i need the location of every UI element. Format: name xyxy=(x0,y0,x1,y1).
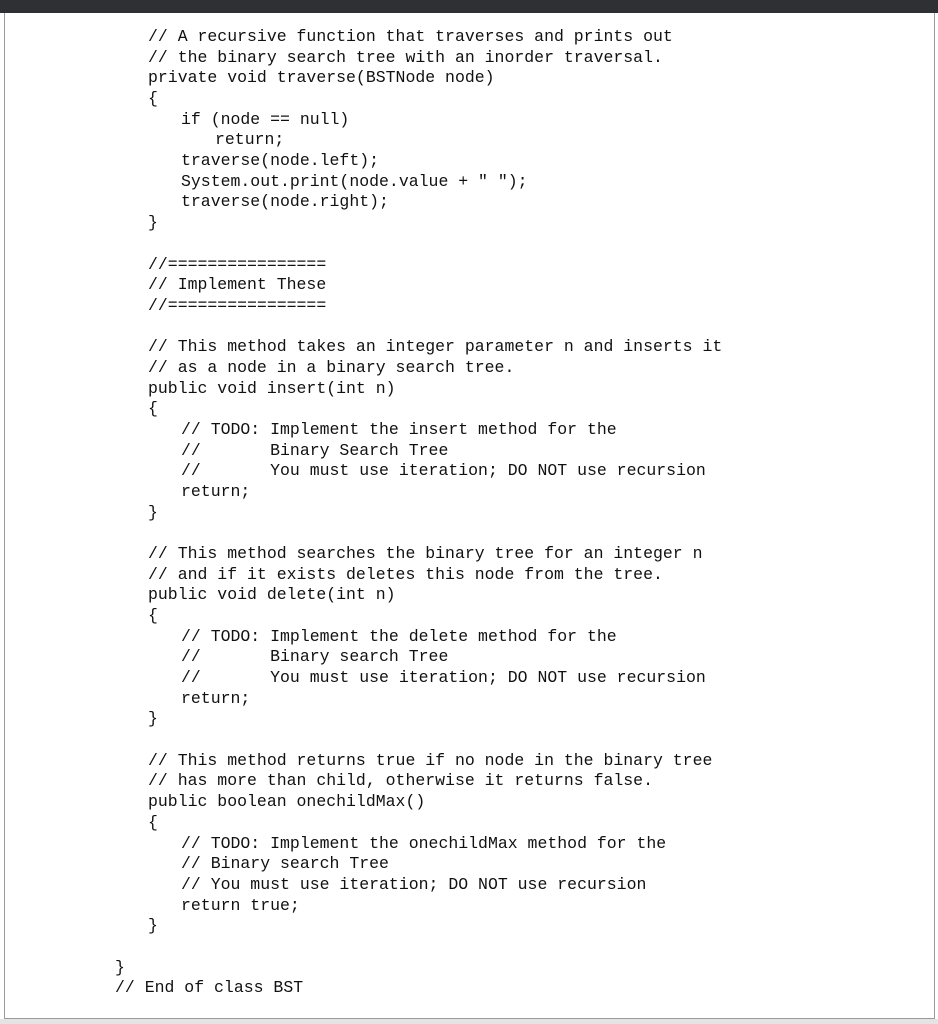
code-line: // This method takes an integer parameter n and inserts it xyxy=(148,337,723,356)
code-line: // You must use iteration; DO NOT use recursion xyxy=(181,875,647,894)
code-line: // has more than child, otherwise it returns false. xyxy=(148,771,653,790)
code-line: { xyxy=(148,399,158,418)
code-line: // You must use iteration; DO NOT use recursion xyxy=(181,461,706,480)
code-line: // You must use iteration; DO NOT use recursion xyxy=(181,668,706,687)
code-line: return; xyxy=(181,689,251,708)
code-line: { xyxy=(148,606,158,625)
code-line: public void delete(int n) xyxy=(148,585,396,604)
code-line: { xyxy=(148,89,158,108)
code-line: } xyxy=(148,213,158,232)
document-page xyxy=(4,13,935,1019)
code-line: return; xyxy=(215,130,285,149)
code-line: // as a node in a binary search tree. xyxy=(148,358,515,377)
code-line: // the binary search tree with an inorder traversal. xyxy=(148,48,663,67)
code-line: // Binary search Tree xyxy=(181,647,449,666)
window-top-bar xyxy=(0,0,938,13)
code-line: } xyxy=(148,916,158,935)
code-line: // TODO: Implement the delete method for the xyxy=(181,627,617,646)
code-line: // Binary search Tree xyxy=(181,854,389,873)
code-line: } xyxy=(115,958,125,977)
code-line: public void insert(int n) xyxy=(148,379,396,398)
code-line: return true; xyxy=(181,896,300,915)
code-line: return; xyxy=(181,482,251,501)
code-line: } xyxy=(148,503,158,522)
code-line: //================ xyxy=(148,296,327,315)
code-line: traverse(node.left); xyxy=(181,151,380,170)
code-line: } xyxy=(148,709,158,728)
code-line: // A recursive function that traverses and prints out xyxy=(148,27,673,46)
code-line: // Implement These xyxy=(148,275,327,294)
code-line: if (node == null) xyxy=(181,110,350,129)
code-line: // Binary Search Tree xyxy=(181,441,449,460)
code-line: // TODO: Implement the onechildMax method for the xyxy=(181,834,667,853)
code-line: public boolean onechildMax() xyxy=(148,792,426,811)
code-line: // End of class BST xyxy=(115,978,304,997)
code-line: traverse(node.right); xyxy=(181,192,389,211)
code-line: // This method returns true if no node in the binary tree xyxy=(148,751,713,770)
code-line: private void traverse(BSTNode node) xyxy=(148,68,495,87)
code-line: // and if it exists deletes this node from the tree. xyxy=(148,565,663,584)
code-line: // TODO: Implement the insert method for the xyxy=(181,420,617,439)
code-line: // This method searches the binary tree for an integer n xyxy=(148,544,703,563)
code-line: System.out.print(node.value + " "); xyxy=(181,172,528,191)
page-bottom-strip xyxy=(0,1019,938,1024)
code-line: //================ xyxy=(148,255,327,274)
code-line: { xyxy=(148,813,158,832)
